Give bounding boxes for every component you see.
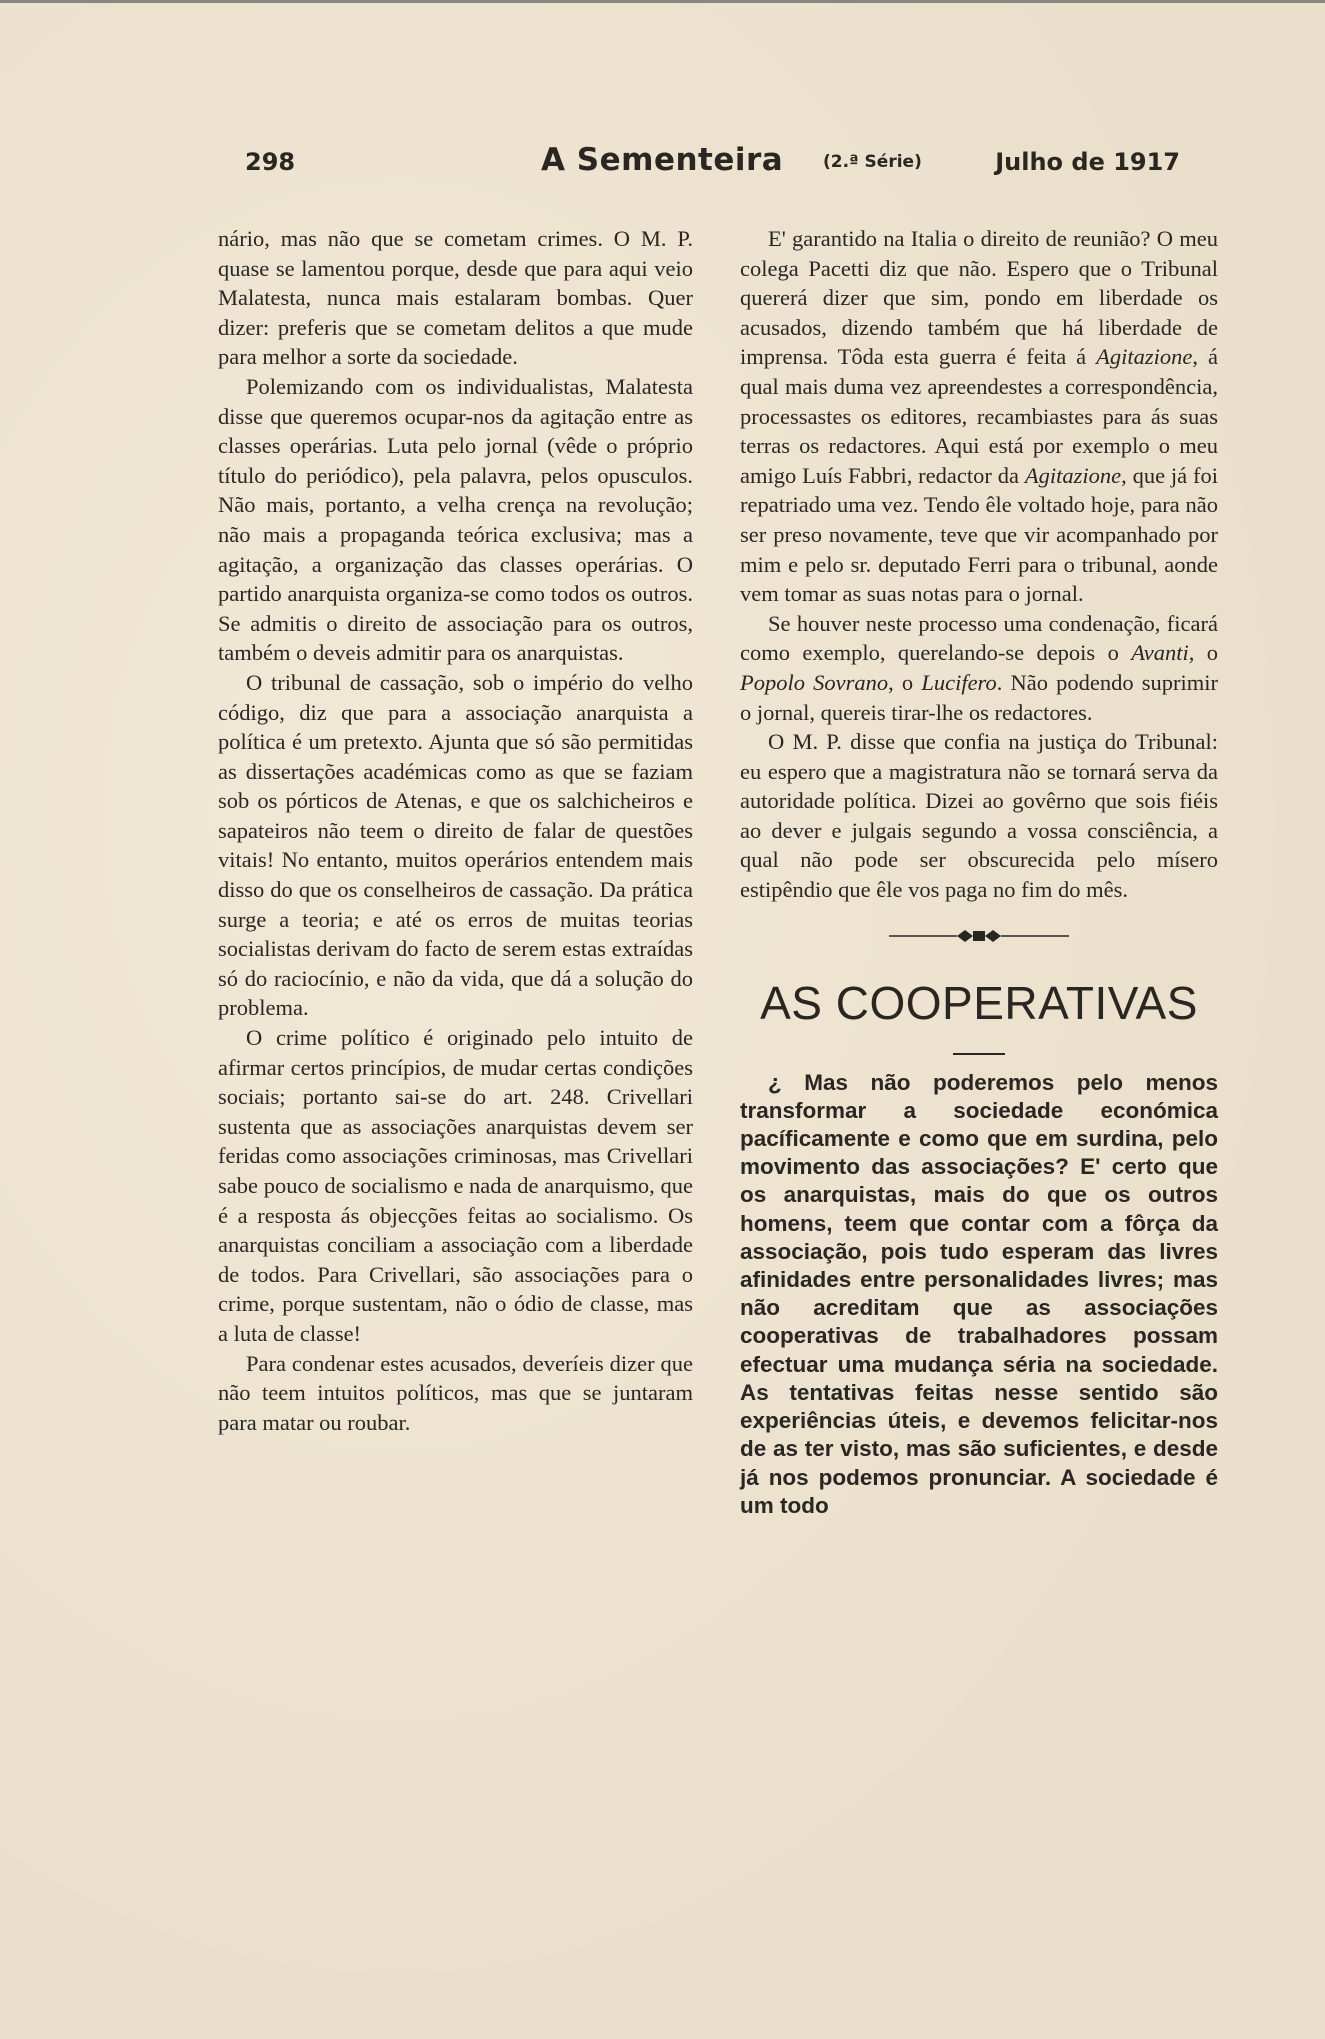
text-run: , o (888, 669, 922, 695)
page-top-edge (0, 0, 1325, 3)
page-number: 298 (245, 148, 296, 176)
text-run: . Não podendo suprimir o jornal, quereis tirar-lhe os redactores. (740, 669, 1219, 725)
section-title: AS COOPERATIVAS (760, 976, 1198, 1029)
right-paragraph (740, 727, 1218, 905)
right-column (740, 224, 1218, 1520)
text-run: O M. P. disse que confia na justiça do Tribunal: eu espero que a magistratura não se tornará serva da autoridade política. Dizei ao govêrno que sois fiéis ao dever e julgais segundo a vossa consciência, a qual não pode ser obscurecida pelo mísero estipêndio que êle vos paga no fim do mês. (740, 729, 1218, 903)
section-ornament (740, 921, 1218, 961)
left-paragraph: O tribunal de cassação, sob o império do velho código, diz que para a associação anarquista a política é um pretexto. Ajunta que só são permitidas as dissertações académicas como as que se faziam sob os pórticos de Atenas, e que os salchicheiros e sapateiros não teem o direito de falar de questões vitais! No entanto, muitos operários entendem mais disso do que os conselheiros de cassação. Da prática surge a teoria; e até os erros de muitas teorias socialistas derivam do facto de serem estas extraídas só do raciocínio, e não da vida, que dá a solução do problema. (218, 669, 693, 1021)
issue-date: Julho de 1917 (995, 148, 1180, 176)
left-column (218, 224, 693, 1437)
article-paragraph: ¿ Mas não poderemos pelo menos transformar a sociedade económica pacíficamente e como que em surdina, pelo movimento das associações? E' certo que os anarquistas, mais do que os outros homens, teem que contar com a fôrça da associação, pois tudo esperam das livres afinidades entre personalidades livres; mas não acreditam que as associações cooperativas de trabalhadores possam efectuar uma mudança séria na sociedade. As tentativas feitas nesse sentido são experiências úteis, e devemos felicitar-nos de as ter visto, mas são suficientes, e desde já nos podemos pronunciar. A sociedade é um todo (740, 1069, 1218, 1518)
periodical-name: Lucifero (921, 669, 997, 695)
left-paragraph: O crime político é originado pelo intuito de afirmar certos princípios, de mudar certas condições sociais; portanto sai-se do art. 248. Crivellari sustenta que as associações anarquistas devem ser feridas como associações criminosas, mas Crivellari sabe pouco de socialismo e nada de anarquismo, que é a resposta ás objecções feitas ao socialismo. Os anarquistas conciliam a associação com a liberdade de todos. Para Crivellari, são associações para o crime, porque sustentam, não o ódio de classe, mas a luta de classe! (218, 1025, 693, 1346)
left-paragraph: nário, mas não que se cometam crimes. O M. P. quase se lamentou porque, desde que para aqui veio Malatesta, nunca mais estalaram bombas. Quer dizer: preferis que se cometam delitos a que mude para melhor a sorte da sociedade. (218, 226, 693, 370)
series-label: (2.ª Série) (823, 152, 922, 172)
title-rule (953, 1053, 1005, 1055)
left-paragraph: Para condenar estes acusados, deveríeis dizer que não teem intuitos políticos, mas que se juntaram para matar ou roubar. (218, 1350, 693, 1435)
right-paragraph (740, 609, 1218, 727)
text-run: , que já foi repatriado uma vez. Tendo êle voltado hoje, para não ser preso novamente, teve que vir acompanhado por mim e pelo sr. deputado Ferri para o tribunal, aonde vem tomar as suas notas para o jornal. (740, 462, 1219, 607)
periodical-name: Popolo Sovrano (740, 669, 889, 695)
right-column-continuation (740, 224, 1218, 905)
text-run: E' garantido na Italia o direito de reunião? O meu colega Pacetti diz que não. Espero que o Tribunal quererá dizer que sim, pondo em liberdade os acusados, dizendo também que há liberdade de imprensa. Tôda esta guerra é feita á (740, 226, 1218, 370)
text-run: , á qual mais duma vez apreendestes a correspondência, processastes os editores, recambiastes para ás suas terras os redactores. Aqui está por exemplo o meu amigo Luís Fabbri, redactor da (740, 344, 1218, 488)
left-paragraph: Polemizando com os individualistas, Malatesta disse que queremos ocupar-nos da agitação entre as classes operárias. Luta pelo jornal (vêde o próprio título do periódico), pela palavra, pelos opusculos. Não mais, portanto, a velha crença na revolução; não mais a propaganda teórica exclusiva; mas a agitação, a organização das classes operárias. O partido anarquista organiza-se como todos os outros. Se admitis o direito de associação para os outros, também o deveis admitir para os anarquistas. (218, 373, 693, 666)
periodical-name: Agitazione (1024, 462, 1122, 488)
right-paragraph (740, 224, 1218, 609)
text-run: , o (1188, 640, 1218, 666)
periodical-name: Avanti (1131, 640, 1189, 666)
periodical-name: Agitazione (1096, 344, 1193, 370)
journal-title: A Sementeira (541, 142, 784, 178)
running-header (245, 142, 1180, 186)
text-run: Se houver neste processo uma condenação, ficará como exemplo, querelando-se depois o (740, 610, 1218, 666)
